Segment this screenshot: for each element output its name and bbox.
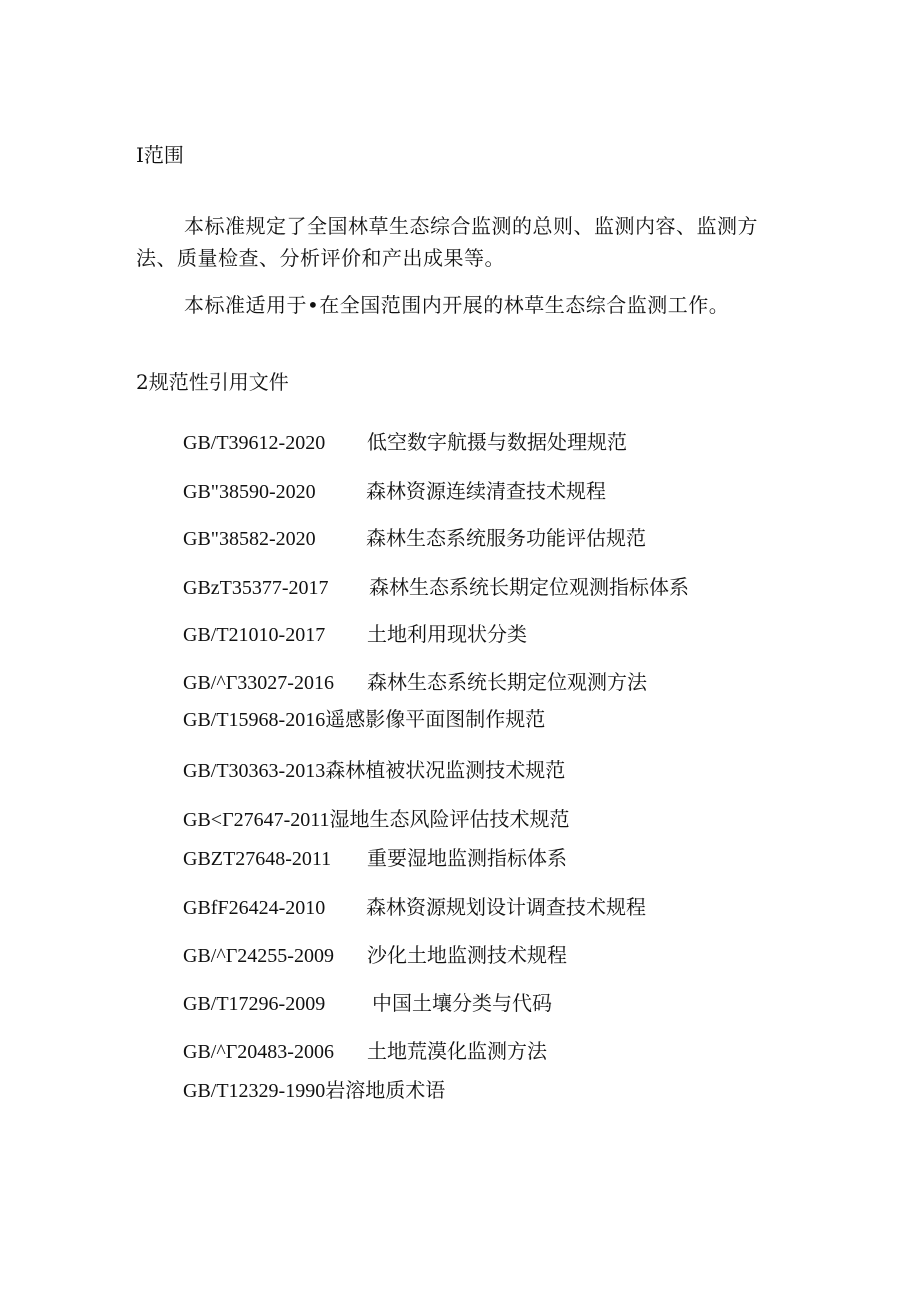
reference-title: 中国土壤分类与代码 <box>372 991 552 1015</box>
section-1-heading: I范围 <box>136 143 184 167</box>
reference-code: GB<Γ27647-2011 <box>183 809 330 831</box>
reference-code: GB/^Γ20483-2006 <box>183 1041 334 1063</box>
reference-title: 湿地生态风险评估技术规范 <box>329 807 570 831</box>
reference-item <box>183 1076 445 1104</box>
reference-item <box>183 1037 547 1065</box>
reference-title: 森林植被状况监测技术规范 <box>325 758 566 782</box>
reference-code: GB/^Γ33027-2016 <box>183 672 334 694</box>
reference-title: 森林生态系统长期定位观测指标体系 <box>369 575 689 599</box>
reference-title: 森林生态系统长期定位观测方法 <box>367 670 647 694</box>
scope-paragraph-2-text: 本标准适用于•在全国范围内开展的林草生态综合监测工作。 <box>184 293 730 317</box>
reference-title: 森林资源规划设计调查技术规程 <box>366 895 646 919</box>
reference-item <box>183 705 545 733</box>
reference-code: GB"38590-2020 <box>183 481 316 503</box>
reference-item <box>183 668 647 696</box>
reference-item <box>183 477 606 505</box>
reference-item <box>183 893 646 921</box>
scope-paragraph-1-text: 本标准规定了全国林草生态综合监测的总则、监测内容、监测方法、质量检查、分析评价和产出成果等。 <box>136 214 758 270</box>
scope-paragraph-1 <box>136 210 776 274</box>
reference-title: 土地荒漠化监测方法 <box>367 1039 547 1063</box>
reference-code: GB/T17296-2009 <box>183 993 326 1015</box>
reference-code: GB/T21010-2017 <box>183 624 326 646</box>
reference-item <box>183 844 567 872</box>
reference-title: 岩溶地质术语 <box>325 1078 446 1102</box>
reference-item <box>183 756 565 784</box>
reference-code: GB/T15968-2016 <box>183 709 326 731</box>
reference-code: GB/T12329-1990 <box>183 1080 326 1102</box>
section-2-heading: 2规范性引用文件 <box>136 370 289 394</box>
reference-title: 森林资源连续清查技术规程 <box>366 479 606 503</box>
reference-title: 沙化土地监测技术规程 <box>367 943 567 967</box>
reference-item <box>183 573 689 601</box>
reference-code: GB"38582-2020 <box>183 528 316 550</box>
reference-code: GBfF26424-2010 <box>183 897 326 919</box>
reference-item <box>183 524 646 552</box>
reference-item <box>183 941 567 969</box>
scope-paragraph-2 <box>136 289 776 321</box>
reference-code: GBZT27648-2011 <box>183 848 332 870</box>
reference-title: 重要湿地监测指标体系 <box>367 846 567 870</box>
reference-title: 土地利用现状分类 <box>367 622 527 646</box>
reference-item <box>183 428 627 456</box>
reference-title: 森林生态系统服务功能评估规范 <box>366 526 646 550</box>
reference-code: GBzT35377-2017 <box>183 577 329 599</box>
reference-item <box>183 989 552 1017</box>
reference-code: GB/T30363-2013 <box>183 760 326 782</box>
reference-code: GB/^Γ24255-2009 <box>183 945 334 967</box>
reference-item <box>183 805 570 833</box>
reference-item <box>183 620 527 648</box>
reference-code: GB/T39612-2020 <box>183 432 326 454</box>
reference-title: 遥感影像平面图制作规范 <box>325 707 546 731</box>
reference-title: 低空数字航摄与数据处理规范 <box>367 430 627 454</box>
